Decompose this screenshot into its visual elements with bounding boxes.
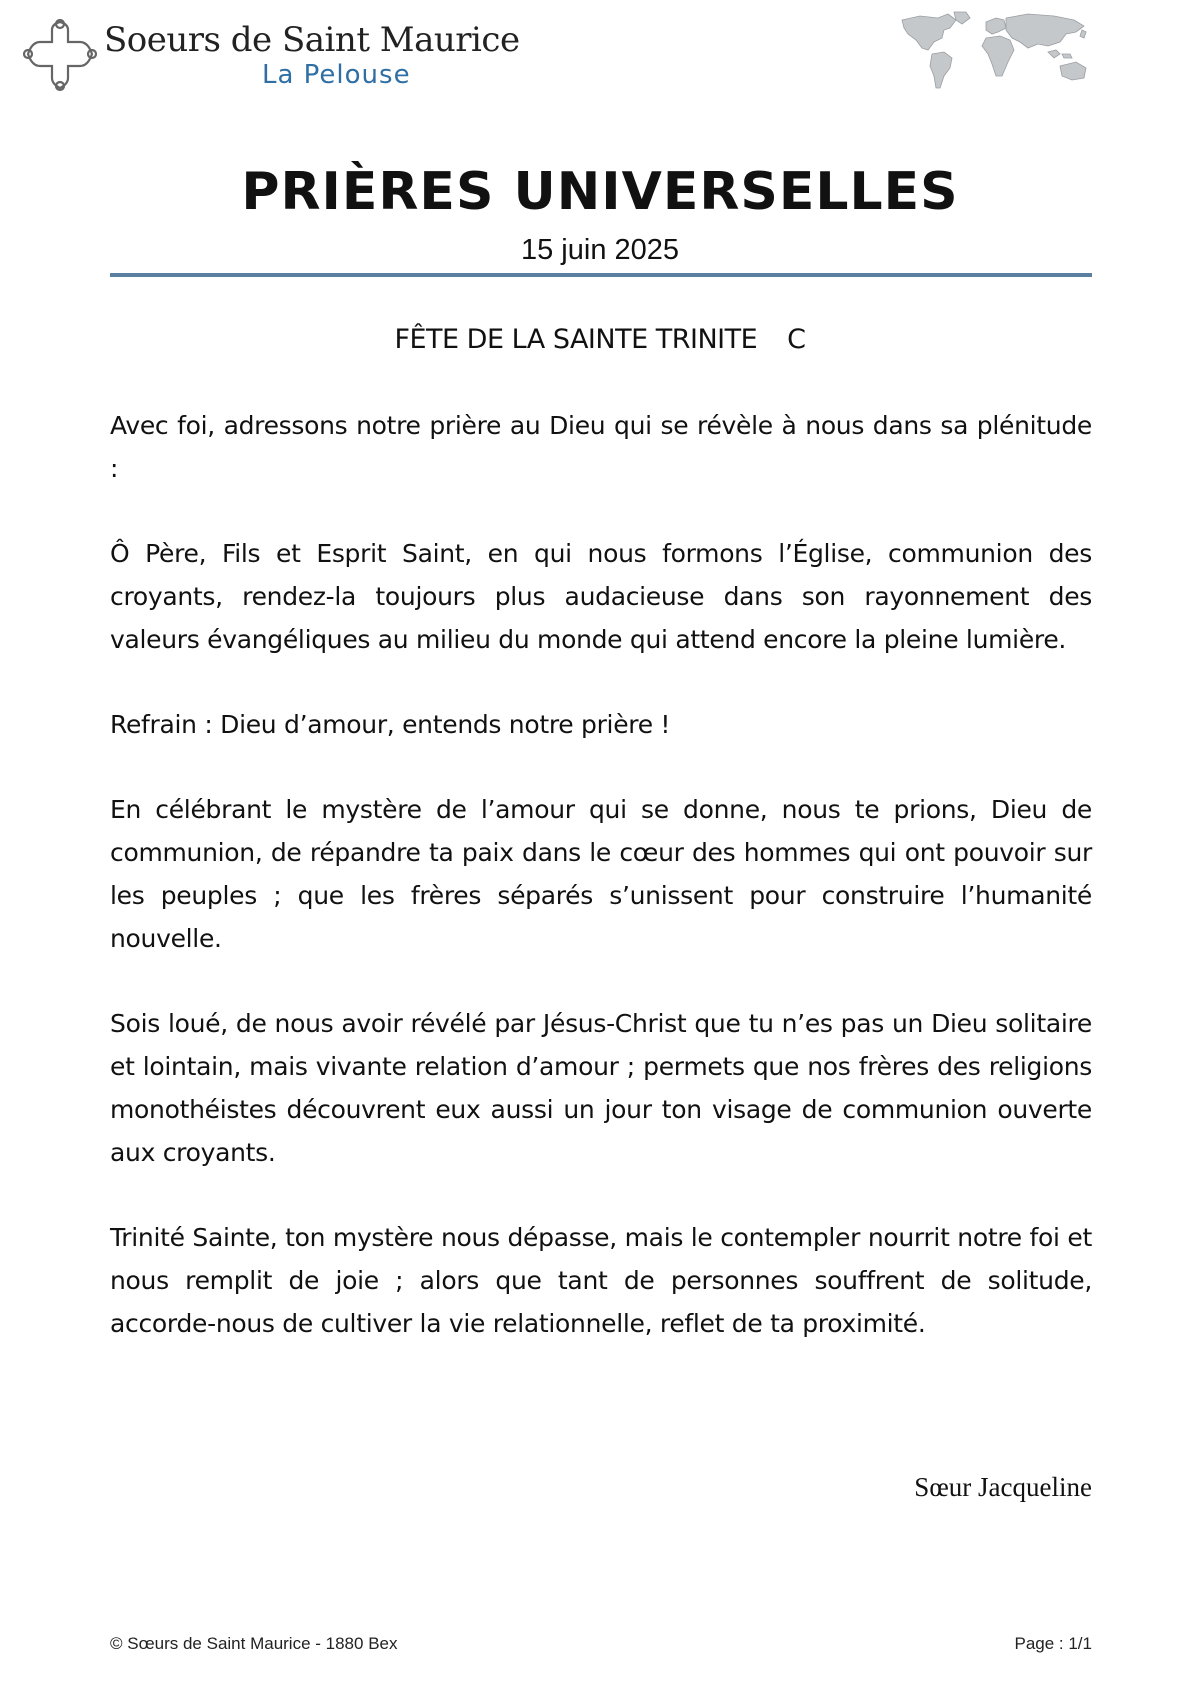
prayer-intention: Sois loué, de nous avoir révélé par Jésus-Christ que tu n’es pas un Dieu solitaire et lointain, mais vivante relation d’amour ; permets que nos frères des religions monothéistes découvrent eux aussi un jour ton visage de communion ouverte aux croyants.	[110, 1009, 1092, 1167]
world-map-icon	[898, 10, 1094, 92]
org-subtitle: La Pelouse	[262, 60, 411, 90]
cross-icon	[22, 16, 98, 92]
prayer-introduction: Avec foi, adressons notre prière au Dieu qui se révèle à nous dans sa plénitude :	[110, 411, 1092, 483]
prayer-body	[110, 404, 1092, 1387]
feast-subtitle	[0, 324, 1200, 355]
footer-page-number: Page : 1/1	[1014, 1634, 1092, 1653]
footer-copyright: © Sœurs de Saint Maurice - 1880 Bex	[110, 1634, 398, 1653]
header-divider	[110, 273, 1092, 277]
signature: Sœur Jacqueline	[914, 1472, 1092, 1502]
liturgical-cycle: C	[787, 324, 806, 355]
feast-name: FÊTE DE LA SAINTE TRINITE	[394, 324, 758, 355]
org-name: Soeurs de Saint Maurice	[104, 20, 520, 60]
prayer-intention: Ô Père, Fils et Esprit Saint, en qui nous formons l’Église, communion des croyants, rendez-la toujours plus audacieuse dans son rayonnement des valeurs évangéliques au milieu du monde qui attend encore la pleine lumière.	[110, 539, 1092, 654]
document-date: 15 juin 2025	[520, 234, 680, 266]
prayer-intention: En célébrant le mystère de l’amour qui se donne, nous te prions, Dieu de communion, de répandre ta paix dans le cœur des hommes qui ont pouvoir sur les peuples ; que les frères séparés s’unissent pour construire l’humanité nouvelle.	[110, 795, 1092, 953]
prayer-intention: Trinité Sainte, ton mystère nous dépasse, mais le contempler nourrit notre foi et nous remplit de joie ; alors que tant de personnes souffrent de solitude, accorde-nous de cultiver la vie relationnelle, reflet de ta proximité.	[110, 1223, 1092, 1338]
document-title: PRIÈRES UNIVERSELLES	[241, 162, 959, 222]
header-logo	[22, 16, 520, 96]
prayer-refrain: Refrain : Dieu d’amour, entends notre prière !	[110, 710, 671, 739]
